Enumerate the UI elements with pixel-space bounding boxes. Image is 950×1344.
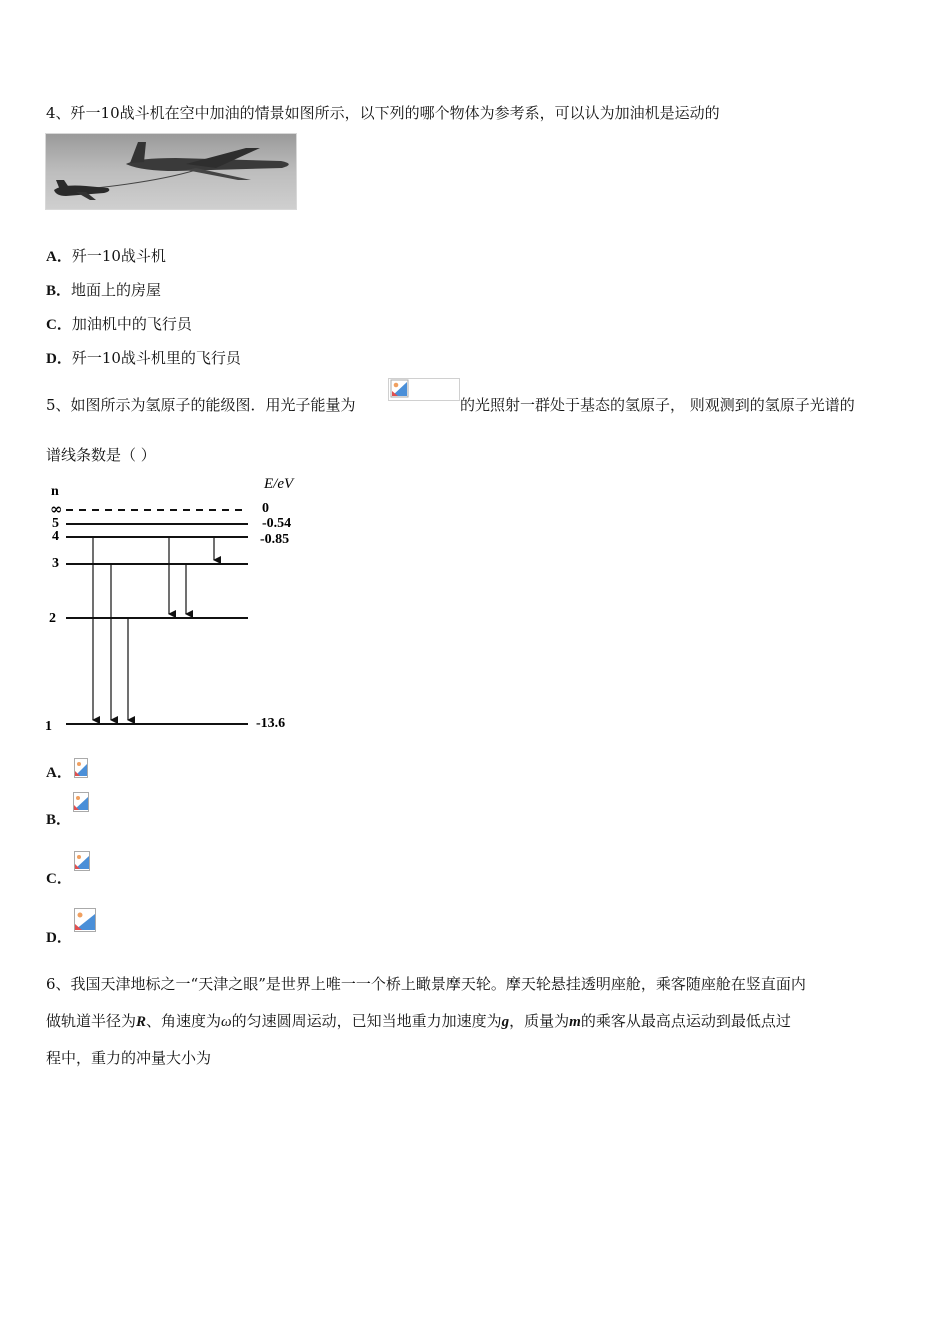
q5-option-c-letter: C． — [46, 871, 72, 887]
broken-image-icon — [390, 379, 410, 399]
q5-option-c[interactable] — [46, 867, 72, 888]
energy-level-diagram — [40, 470, 310, 740]
q5-option-a[interactable] — [46, 761, 72, 782]
q6-var-omega: ω — [221, 1014, 232, 1030]
q6-line3: 程中，重力的冲量大小为 — [46, 1049, 212, 1067]
q4-option-c-letter: C． — [46, 317, 72, 333]
level-n-2: 2 — [49, 611, 56, 626]
q4-option-b[interactable] — [46, 279, 161, 300]
q5-option-b[interactable] — [46, 808, 71, 829]
level-energy-4: -0.85 — [260, 532, 290, 547]
level-energy-1: -13.6 — [256, 716, 286, 731]
q5-option-a-image — [74, 758, 88, 778]
q5-option-d-letter: D． — [46, 930, 72, 946]
refueling-photo-drawing — [46, 134, 296, 209]
q6-line2-e: 的乘客从最高点运动到最低点过 — [580, 1012, 791, 1030]
q6-line2-a: 做轨道半径为 — [46, 1012, 137, 1030]
q4-option-a[interactable] — [46, 245, 166, 266]
q5-option-b-image — [73, 792, 89, 812]
q5-option-a-letter: A． — [46, 765, 72, 781]
q5-stem-line2: 谱线条数是（ ） — [46, 446, 156, 464]
level-n-1: 1 — [45, 719, 52, 734]
q4-option-c[interactable] — [46, 313, 192, 334]
q6-line2-c: 的匀速圆周运动，已知当地重力加速度为 — [231, 1012, 502, 1030]
q6-line2 — [46, 1010, 791, 1031]
q5-option-c-image — [74, 851, 90, 871]
q6-var-r: R — [136, 1014, 147, 1030]
q5-photon-energy-image — [388, 378, 460, 401]
n-axis-label: n — [51, 484, 59, 499]
q6-var-g: g — [501, 1014, 510, 1030]
q4-option-d-text: 歼一10战斗机里的飞行员 — [71, 349, 241, 367]
level-n-5: 5 — [52, 516, 59, 531]
q4-option-c-text: 加油机中的飞行员 — [71, 315, 192, 333]
q5-option-d-image — [74, 908, 96, 932]
q4-stem: 4、歼一10战斗机在空中加油的情景如图所示，以下列的哪个物体为参考系，可以认为加油机是运动的 — [46, 104, 720, 122]
q4-option-d[interactable] — [46, 347, 241, 368]
q6-var-m: m — [569, 1014, 581, 1030]
q5-option-d[interactable] — [46, 926, 72, 947]
level-n-3: 3 — [52, 556, 59, 571]
q4-option-b-text: 地面上的房屋 — [71, 281, 162, 299]
q5-option-b-letter: B． — [46, 812, 72, 828]
level-energy-infinity: 0 — [262, 501, 269, 516]
q5-stem-part1: 5、如图所示为氢原子的能级图．用光子能量为 — [46, 396, 356, 414]
q4-option-a-letter: A． — [46, 249, 72, 265]
energy-axis-label: E/eV — [264, 476, 294, 492]
q4-option-a-text: 歼一10战斗机 — [71, 247, 166, 265]
q4-option-d-letter: D． — [46, 351, 72, 367]
q4-option-b-letter: B． — [46, 283, 72, 299]
refueling-photo — [45, 133, 297, 210]
level-n-infinity: ∞ — [50, 500, 63, 518]
q6-line2-d: ，质量为 — [509, 1012, 570, 1030]
q6-line1: 6、我国天津地标之一“天津之眼”是世界上唯一一个桥上瞰景摩天轮。摩天轮悬挂透明座舱，乘客随座舱在竖直面内 — [46, 975, 806, 993]
level-energy-5: -0.54 — [262, 516, 292, 531]
level-n-4: 4 — [52, 529, 59, 544]
q6-line2-b: 、角速度为 — [146, 1012, 222, 1030]
q5-stem-part2: 的光照射一群处于基态的氢原子， 则观测到的氢原子光谱的 — [460, 396, 855, 414]
